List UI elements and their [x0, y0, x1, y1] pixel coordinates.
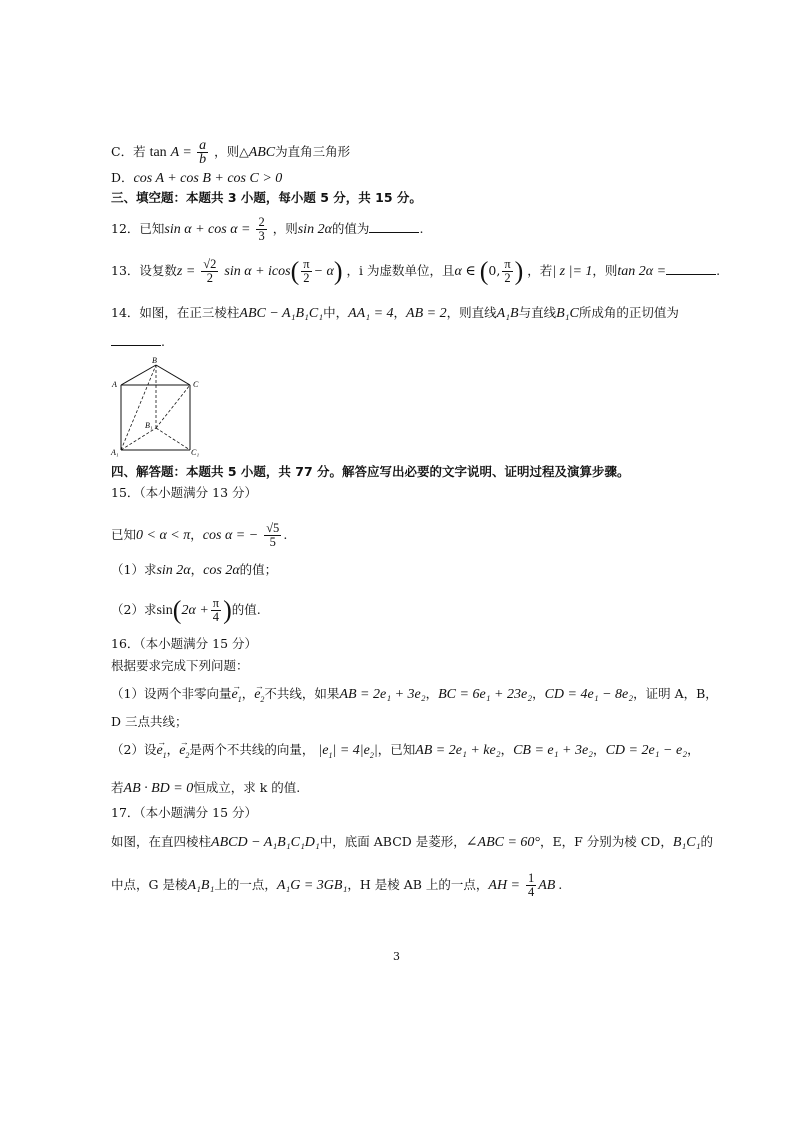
question-14-blank: .	[111, 334, 165, 350]
answer-blank	[666, 264, 716, 275]
section-4-heading: 四、解答题：本题共 5 小题，共 77 分。解答应写出必要的文字说明、证明过程及演算步骤。	[111, 464, 630, 479]
question-15-part-1: （1）求sin 2α，cos 2α的值；	[111, 562, 278, 578]
question-16-part-2-cont: 若AB · BD = 0恒成立，求 k 的值.	[111, 780, 301, 796]
question-15-part-2: （2）求sin(2α + $\frac{\pi}{4}$ )的值.	[111, 595, 261, 625]
prism-figure	[108, 356, 204, 458]
option-d: D．cos A + cos B + cos C > 0	[111, 170, 283, 186]
question-13: 13．设复数z = $\frac{√2}{2}$ sin α + icos( $\frac{\pi}{2}$ − α) ，i 为虚数单位，且α ∈ (0, $\frac{\pi}{2}$ ) ，若| z |= 1，则tan 2α = .	[111, 256, 721, 286]
section-3-heading: 三、填空题：本题共 3 小题，每小题 5 分，共 15 分。	[111, 190, 422, 205]
label-a1: A₁	[111, 448, 119, 457]
label-c1: C₁	[191, 448, 200, 457]
answer-blank	[111, 335, 161, 346]
label-c: C	[193, 380, 199, 389]
question-16-intro: 根据要求完成下列问题：	[111, 658, 249, 673]
question-16-part-1: （1）设两个非零向量→ $e_1$，→ $e_2$不共线，如果AB = 2e₁ + 3e₂，BC = 6e₁ + 23e₂，CD = 4e₁ − 8e₂，证明 A，B，	[111, 686, 718, 708]
question-16-part-1-cont: D 三点共线；	[111, 714, 188, 729]
page-number: 3	[393, 950, 400, 963]
question-12: 12．已知sin α + cos α = $\frac{2}{3}$ ，则sin 2α的值为 .	[111, 215, 424, 243]
question-17-line-2: 中点，G 是棱A₁B₁上的一点，A₁G = 3GB₁，H 是棱 AB 上的一点，AH = $\frac{1}{4}$ AB .	[111, 871, 563, 899]
question-17-heading: 17．（本小题满分 15 分）	[111, 805, 258, 820]
question-16-heading: 16．（本小题满分 15 分）	[111, 636, 258, 651]
answer-blank	[369, 222, 419, 233]
question-15-given: 已知0 < α < π，cos α = − $\frac{√5}{5}$ .	[111, 521, 288, 549]
question-14: 14．如图，在正三棱柱ABC − A₁B₁C₁中，AA₁ = 4，AB = 2，则直线A₁B与直线B₁C所成角的正切值为	[111, 305, 679, 321]
question-17-line-1: 如图，在直四棱柱ABCD − A₁B₁C₁D₁中，底面 ABCD 是菱形，∠ABC = 60°，E，F 分别为棱 CD，B₁C₁的	[111, 834, 713, 850]
label-b1: B₁	[145, 421, 153, 430]
question-15-heading: 15．（本小题满分 13 分）	[111, 485, 258, 500]
label-b: B	[152, 356, 157, 365]
option-c: C．若 tan A = $\frac{a}{b}$ ，则△ABC为直角三角形	[111, 138, 351, 167]
label-a: A	[112, 380, 117, 389]
question-16-part-2: （2）设→ $e_1$，→ $e_2$是两个不共线的向量， $|e_1| = 4|e_2|$，已知AB = 2e₁ + ke₂，CB = e₁ + 3e₂，CD = 2e₁ − e₂，	[111, 742, 700, 764]
